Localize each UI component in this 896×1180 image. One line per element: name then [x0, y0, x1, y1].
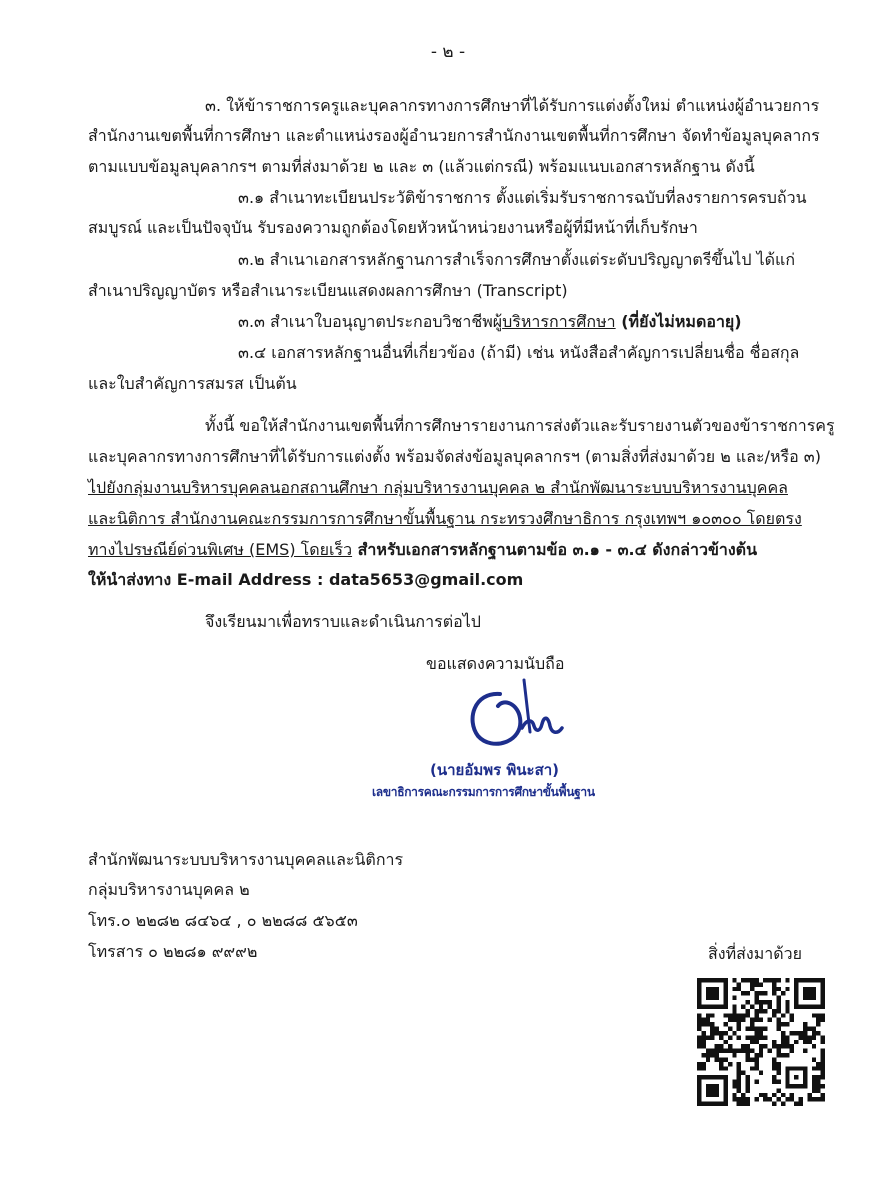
paragraph4-line2: และบุคลากรทางการศึกษาที่ได้รับการแต่งตั้ง พร้อมจัดส่งข้อมูลบุคลากรฯ (ตามสิ่งที่ส่งมาด้วย ๒ และ/หรือ ๓) [88, 447, 821, 466]
qr-code[interactable] [697, 978, 825, 1106]
item-3-3-underlined: บริหารการศึกษา [502, 312, 616, 331]
paragraph3-line3: ตามแบบข้อมูลบุคลากรฯ ตามที่ส่งมาด้วย ๒ และ ๓ (แล้วแต่กรณี) พร้อมแนบเอกสารหลักฐาน ดังนี้ [88, 157, 755, 176]
salutation: ขอแสดงความนับถือ [426, 654, 565, 673]
item-3-1-line1: ๓.๑ สำเนาทะเบียนประวัติข้าราชการ ตั้งแต่เริ่มรับราชการฉบับที่ลงรายการครบถ้วน [238, 188, 807, 207]
signatory-name: (นายอัมพร พินะสา) [430, 761, 560, 779]
paragraph4-line6: ให้นำส่งทาง E-mail Address : data5653@gmail.com [88, 570, 524, 589]
paragraph3-line2: สำนักงานเขตพื้นที่การศึกษา และตำแหน่งรองผู้อำนวยการสำนักงานเขตพื้นที่การศึกษา จัดทำข้อมูลบุคลากร [88, 126, 820, 145]
signature-mark [462, 676, 572, 756]
item-3-3-bold: (ที่ยังไม่หมดอายุ) [615, 312, 742, 331]
item-3-1-line2: สมบูรณ์ และเป็นปัจจุบัน รับรองความถูกต้องโดยหัวหน้าหน่วยงานหรือผู้ที่มีหน้าที่เก็บรักษา [88, 218, 698, 237]
contact-office: สำนักพัฒนาระบบบริหารงานบุคคลและนิติการ [88, 850, 404, 869]
paragraph4-line1: ทั้งนี้ ขอให้สำนักงานเขตพื้นที่การศึกษารายงานการส่งตัวและรับรายงานตัวของข้าราชการครู [205, 416, 835, 435]
contact-tel: โทร.๐ ๒๒๘๒ ๘๔๖๔ , ๐ ๒๒๘๘ ๕๖๕๓ [88, 911, 358, 930]
item-3-4-line1: ๓.๔ เอกสารหลักฐานอื่นที่เกี่ยวข้อง (ถ้ามี) เช่น หนังสือสำคัญการเปลี่ยนชื่อ ชื่อสกุล [238, 343, 800, 362]
paragraph4-line5 [88, 540, 757, 560]
paragraph4-line5-underlined: ทางไปรษณีย์ด่วนพิเศษ (EMS) โดยเร็ว [88, 540, 353, 559]
item-3-4-line2: และใบสำคัญการสมรส เป็นต้น [88, 374, 297, 393]
paragraph3-line1: ๓. ให้ข้าราชการครูและบุคลากรทางการศึกษาที่ได้รับการแต่งตั้งใหม่ ตำแหน่งผู้อำนวยการ [205, 96, 820, 115]
item-3-2-line2: สำเนาปริญญาบัตร หรือสำเนาระเบียนแสดงผลการศึกษา (Transcript) [88, 281, 568, 300]
page-number: - ๒ - [430, 42, 466, 62]
closing-text: จึงเรียนมาเพื่อทราบและดำเนินการต่อไป [205, 612, 481, 631]
signatory-title: เลขาธิการคณะกรรมการการศึกษาขั้นพื้นฐาน [372, 785, 595, 799]
item-3-2-line1: ๓.๒ สำเนาเอกสารหลักฐานการสำเร็จการศึกษาตั้งแต่ระดับปริญญาตรีขึ้นไป ได้แก่ [238, 250, 796, 269]
item-3-3-prefix: ๓.๓ สำเนาใบอนุญาตประกอบวิชาชีพผู้ [238, 312, 503, 331]
item-3-3 [238, 312, 742, 332]
contact-fax: โทรสาร ๐ ๒๒๘๑ ๙๙๙๒ [88, 942, 258, 961]
paragraph4-line3: ไปยังกลุ่มงานบริหารบุคคลนอกสถานศึกษา กลุ่มบริหารงานบุคคล ๒ สำนักพัฒนาระบบบริหารงานบุคคล [88, 478, 788, 497]
enclosure-label: สิ่งที่ส่งมาด้วย [708, 944, 802, 963]
paragraph4-line4: และนิติการ สำนักงานคณะกรรมการการศึกษาขั้นพื้นฐาน กระทรวงศึกษาธิการ กรุงเทพฯ ๑๐๓๐๐ โดยตรง [88, 509, 802, 528]
paragraph4-line5-bold: สำหรับเอกสารหลักฐานตามข้อ ๓.๑ - ๓.๔ ดังกล่าวข้างต้น [352, 540, 758, 559]
contact-group: กลุ่มบริหารงานบุคคล ๒ [88, 880, 250, 899]
